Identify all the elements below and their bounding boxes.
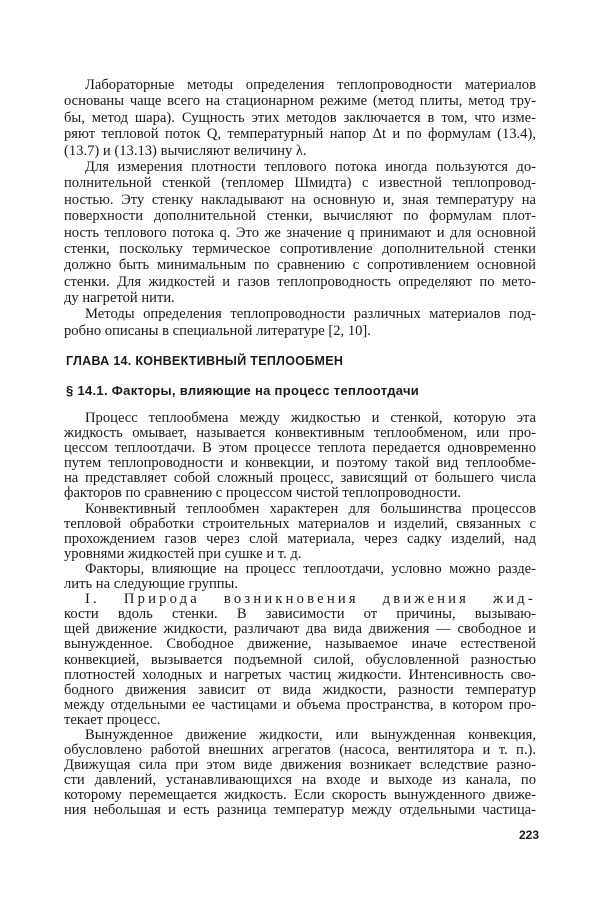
text-line: ряют тепловой поток Q, температурный напор Δt и по формулам (13.4), (64, 126, 536, 143)
text-line: должно быть минимальным по сравнению с сопротивлением основной (64, 257, 536, 274)
text-line: (13.7) и (13.13) вычисляют величину λ. (64, 142, 307, 159)
text-line: Лабораторные методы определения теплопроводности материалов (85, 77, 536, 93)
paragraph (64, 562, 536, 592)
section-title: § 14.1. Факторы, влияющие на процесс теплоотдачи (66, 383, 420, 398)
text-line: основаны чаще всего на стационарном режиме (метод плиты, метод тру- (64, 93, 536, 110)
text-line: Движущая сила при этом виде движения возникает вследствие разно- (64, 757, 536, 774)
text-line: между отдельными ее частицами и объема пространства, в котором про- (64, 696, 536, 713)
text-line: кости вдоль стенки. В зависимости от причины, вызываю- (64, 606, 536, 623)
text-line: стенки, поскольку термическое сопротивление дополнительной стенки (64, 240, 536, 257)
text-line: I. Природа возникновения движения жид- (85, 591, 536, 608)
text-line: цессом теплоотдачи. В этом процессе теплота передается одновременно (64, 440, 536, 457)
text-line: вынужденное. Свободное движение, называемое иначе естественой (64, 636, 536, 653)
text-line: Методы определения теплопроводности различных материалов под- (85, 306, 536, 323)
text-block-top (64, 77, 536, 339)
text-line: Для измерения плотности теплового потока иногда пользуются до- (85, 158, 536, 175)
page-number: 223 (519, 828, 540, 842)
text-line: робно описаны в специальной литературе [2, 10]. (64, 322, 371, 339)
text-line: Факторы, влияющие на процесс теплоотдачи, условно можно разде- (85, 560, 536, 577)
text-line: полнительной стенкой (тепломер Шмидта) с известной теплопровод- (64, 175, 536, 192)
text-line: путем теплопроводности и конвекции, и поэтому такой вид теплообме- (64, 455, 536, 472)
text-line: ностью. Эту стенку накладывают на основную и, зная температуру на (64, 191, 536, 208)
text-line: поверхности дополнительной стенки, вычисляют по формулам плот- (64, 208, 536, 225)
text-line: стенки. Для жидкостей и газов теплопроводность определяют по мето- (64, 273, 536, 290)
chapter-title: ГЛАВА 14. КОНВЕКТИВНЫЙ ТЕПЛООБМЕН (66, 354, 344, 368)
text-line: бодного движения зависит от вида жидкости, разности температур (64, 681, 536, 698)
paragraph (64, 502, 536, 562)
text-line: лить на следующие группы. (64, 576, 239, 593)
text-line: Вынужденное движение жидкости, или вынужденная конвекция, (85, 726, 536, 743)
text-line: текает процесс. (64, 711, 161, 728)
text-line: тепловой обработки строительных материалов и изделий, связанных с (64, 515, 536, 532)
text-line: факторов по сравнению с процессом чистой теплопроводности. (64, 485, 461, 502)
text-line: конвекцией, вызывается подъемной силой, обусловленной разностью (64, 651, 536, 668)
paragraph (64, 728, 536, 819)
text-line: жидкость омывает, называется конвективным теплообменом, или про- (64, 425, 536, 442)
text-line: которому перемещается жидкость. Если скорость вынужденного движе- (64, 787, 536, 804)
text-line: плотностей холодных и нагретых частиц жидкости. Интенсивность сво- (64, 666, 536, 683)
text-line: ния небольшая и есть разница температур между отдельными частица- (64, 802, 536, 819)
paragraph (64, 592, 536, 728)
paragraph (64, 306, 536, 339)
paragraph (64, 159, 536, 307)
text-line: обусловлено работой внешних агрегатов (насоса, вентилятора и т. п.). (64, 742, 536, 759)
text-line: сти давлений, устанавливающихся на входе и выходе из канала, по (64, 772, 536, 789)
text-line: уровнями жидкостей при сушке и т. д. (64, 545, 302, 562)
text-line: щей движение жидкости, различают два вида движения — свободное и (64, 621, 536, 638)
paragraph (64, 77, 536, 159)
paragraph (64, 411, 536, 502)
text-block-bottom (64, 411, 536, 819)
text-line: Процесс теплообмена между жидкостью и стенкой, которую эта (85, 410, 536, 426)
text-line: ду нагретой нити. (64, 290, 175, 307)
text-line: Конвективный теплообмен характерен для большинства процессов (85, 500, 536, 517)
text-line: ность теплового потока q. Это же значение q принимают и для основной (64, 224, 536, 241)
text-line: прохождением газов через слой материала, через садку изделий, над (64, 530, 536, 547)
text-line: на представляет собой сложный процесс, зависящий от большего числа (64, 470, 536, 487)
text-line: бы, метод шара). Сущность этих методов заключается в том, что изме- (64, 109, 536, 126)
